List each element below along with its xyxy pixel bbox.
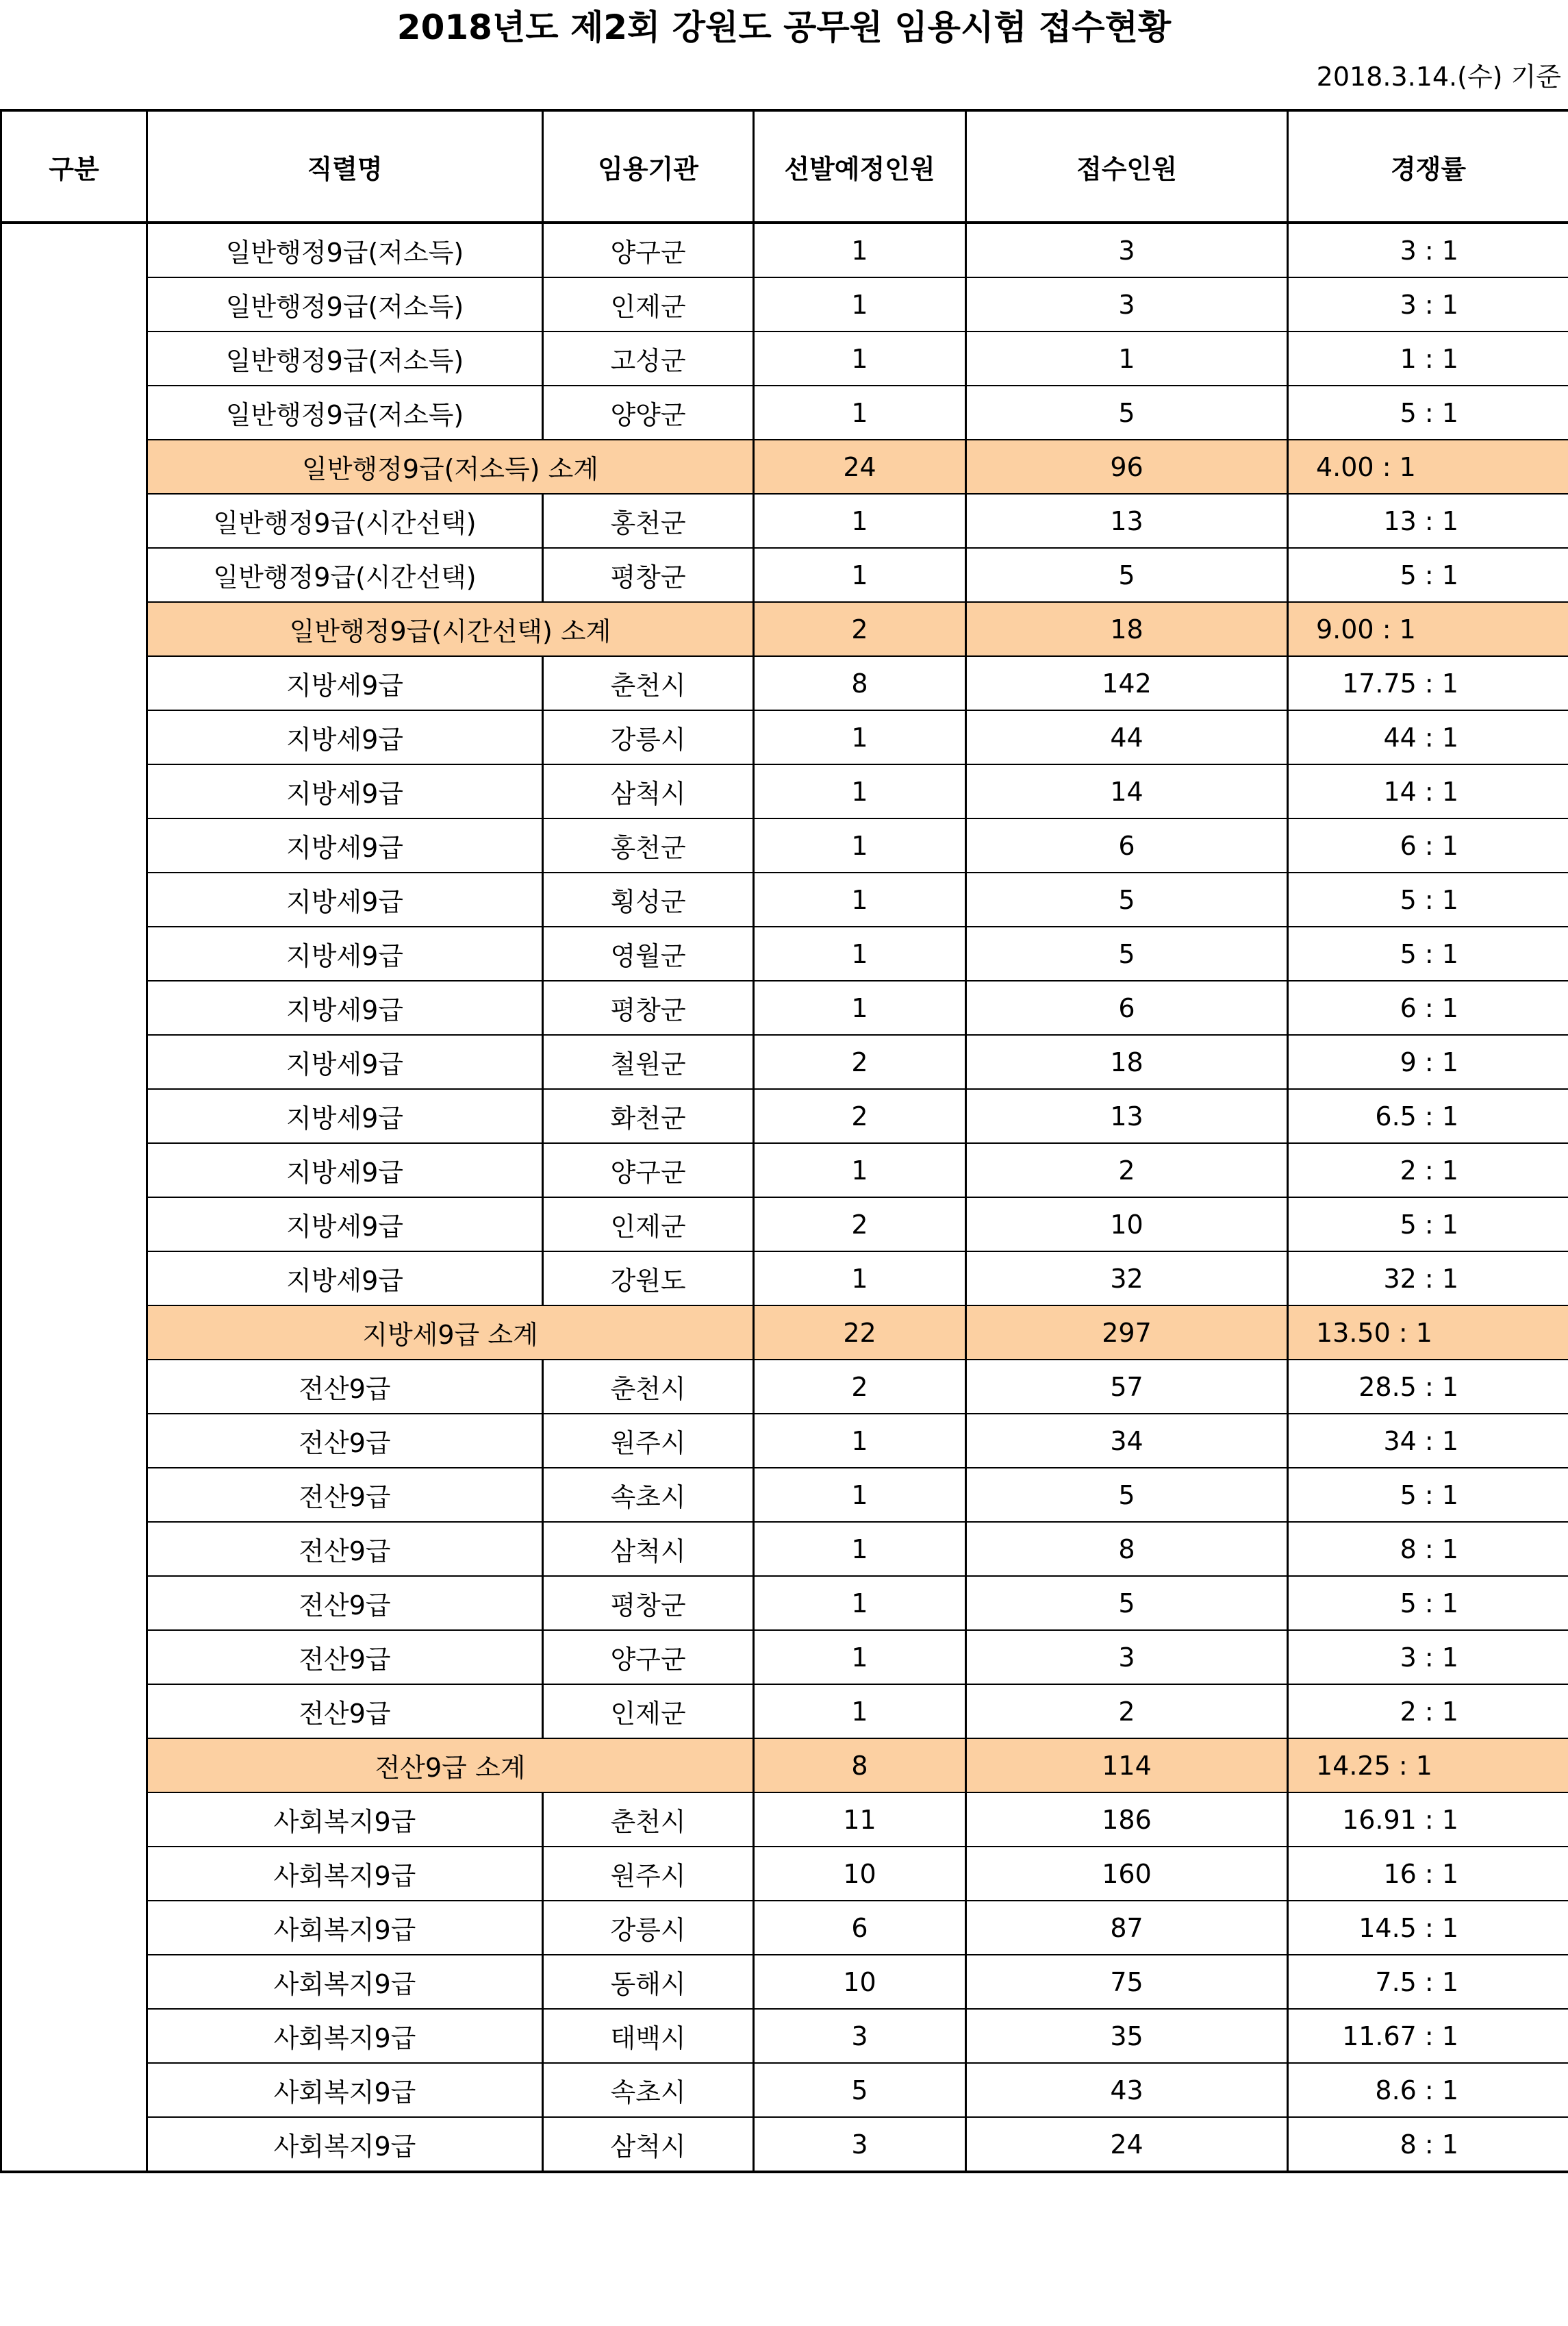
agency-cell: 평창군 — [543, 1576, 754, 1630]
table-row — [1, 873, 1568, 927]
category-cell — [1, 1414, 147, 1468]
table-row — [1, 1035, 1568, 1089]
job-cell: 지방세9급 — [147, 818, 543, 873]
subtotal-row — [1, 1738, 1568, 1792]
applied-cell: 75 — [966, 1955, 1288, 2009]
planned-cell: 2 — [754, 1197, 966, 1251]
planned-cell: 1 — [754, 386, 966, 440]
planned-cell: 1 — [754, 764, 966, 818]
category-cell — [1, 1901, 147, 1955]
agency-cell: 동해시 — [543, 1955, 754, 2009]
agency-cell: 속초시 — [543, 1468, 754, 1522]
planned-cell: 22 — [754, 1305, 966, 1360]
job-cell: 지방세9급 — [147, 764, 543, 818]
applied-cell: 32 — [966, 1251, 1288, 1305]
applied-cell: 5 — [966, 873, 1288, 927]
agency-cell: 춘천시 — [543, 1792, 754, 1847]
category-cell — [1, 1792, 147, 1847]
table-row — [1, 1468, 1568, 1522]
subtotal-row — [1, 440, 1568, 494]
header-planned: 선발예정인원 — [754, 110, 966, 223]
ratio-cell: 8 : 1 — [1288, 1522, 1568, 1576]
planned-cell: 1 — [754, 1630, 966, 1684]
category-cell — [1, 2117, 147, 2172]
applied-cell: 10 — [966, 1197, 1288, 1251]
ratio-cell: 14.25 : 1 — [1288, 1738, 1568, 1792]
job-cell: 사회복지9급 — [147, 2009, 543, 2063]
agency-cell: 인제군 — [543, 1684, 754, 1738]
category-cell — [1, 927, 147, 981]
applied-cell: 44 — [966, 710, 1288, 764]
subtotal-row — [1, 602, 1568, 656]
applied-cell: 3 — [966, 223, 1288, 277]
agency-cell: 양구군 — [543, 1143, 754, 1197]
ratio-cell: 6.5 : 1 — [1288, 1089, 1568, 1143]
ratio-cell: 13 : 1 — [1288, 494, 1568, 548]
job-cell: 지방세9급 — [147, 1197, 543, 1251]
planned-cell: 3 — [754, 2117, 966, 2172]
applied-cell: 14 — [966, 764, 1288, 818]
table-row — [1, 2063, 1568, 2117]
table-header-row — [1, 110, 1568, 223]
planned-cell: 1 — [754, 1522, 966, 1576]
job-cell: 지방세9급 — [147, 1035, 543, 1089]
category-cell — [1, 1630, 147, 1684]
ratio-cell: 3 : 1 — [1288, 277, 1568, 332]
applied-cell: 43 — [966, 2063, 1288, 2117]
table-row — [1, 818, 1568, 873]
table-row — [1, 1955, 1568, 2009]
applied-cell: 114 — [966, 1738, 1288, 1792]
agency-cell: 태백시 — [543, 2009, 754, 2063]
table-row — [1, 548, 1568, 602]
category-cell — [1, 818, 147, 873]
planned-cell: 1 — [754, 548, 966, 602]
agency-cell: 속초시 — [543, 2063, 754, 2117]
agency-cell: 홍천군 — [543, 818, 754, 873]
ratio-cell: 5 : 1 — [1288, 1468, 1568, 1522]
header-category: 구분 — [1, 110, 147, 223]
applied-cell: 34 — [966, 1414, 1288, 1468]
planned-cell: 10 — [754, 1955, 966, 2009]
applied-cell: 297 — [966, 1305, 1288, 1360]
planned-cell: 1 — [754, 277, 966, 332]
category-cell — [1, 494, 147, 548]
subtotal-label: 전산9급 소계 — [147, 1738, 754, 1792]
job-cell: 사회복지9급 — [147, 1901, 543, 1955]
job-cell: 지방세9급 — [147, 1143, 543, 1197]
planned-cell: 1 — [754, 223, 966, 277]
planned-cell: 1 — [754, 1684, 966, 1738]
header-job-series: 직렬명 — [147, 110, 543, 223]
ratio-cell: 16.91 : 1 — [1288, 1792, 1568, 1847]
category-cell — [1, 1847, 147, 1901]
category-cell — [1, 1576, 147, 1630]
category-cell — [1, 1251, 147, 1305]
job-cell: 전산9급 — [147, 1576, 543, 1630]
applied-cell: 5 — [966, 1576, 1288, 1630]
applied-cell: 2 — [966, 1684, 1288, 1738]
reference-date: 2018.3.14.(수) 기준 — [1316, 62, 1561, 92]
agency-cell: 인제군 — [543, 277, 754, 332]
ratio-cell: 13.50 : 1 — [1288, 1305, 1568, 1360]
applied-cell: 186 — [966, 1792, 1288, 1847]
table-row — [1, 1684, 1568, 1738]
agency-cell: 원주시 — [543, 1414, 754, 1468]
category-cell — [1, 981, 147, 1035]
ratio-cell: 5 : 1 — [1288, 386, 1568, 440]
category-cell — [1, 277, 147, 332]
table-row — [1, 981, 1568, 1035]
category-cell — [1, 1143, 147, 1197]
category-cell — [1, 2063, 147, 2117]
agency-cell: 횡성군 — [543, 873, 754, 927]
job-cell: 전산9급 — [147, 1360, 543, 1414]
table-row — [1, 1522, 1568, 1576]
ratio-cell: 34 : 1 — [1288, 1414, 1568, 1468]
category-cell — [1, 1035, 147, 1089]
agency-cell: 원주시 — [543, 1847, 754, 1901]
category-cell — [1, 332, 147, 386]
header-agency: 임용기관 — [543, 110, 754, 223]
applied-cell: 160 — [966, 1847, 1288, 1901]
agency-cell: 평창군 — [543, 981, 754, 1035]
planned-cell: 6 — [754, 1901, 966, 1955]
category-cell — [1, 1360, 147, 1414]
planned-cell: 11 — [754, 1792, 966, 1847]
job-cell: 전산9급 — [147, 1414, 543, 1468]
header-applied: 접수인원 — [966, 110, 1288, 223]
agency-cell: 화천군 — [543, 1089, 754, 1143]
category-cell — [1, 440, 147, 494]
subtotal-row — [1, 1305, 1568, 1360]
agency-cell: 삼척시 — [543, 2117, 754, 2172]
category-cell — [1, 548, 147, 602]
planned-cell: 1 — [754, 1143, 966, 1197]
category-cell — [1, 1684, 147, 1738]
applied-cell: 5 — [966, 927, 1288, 981]
job-cell: 지방세9급 — [147, 1089, 543, 1143]
category-cell — [1, 602, 147, 656]
planned-cell: 8 — [754, 656, 966, 710]
category-cell — [1, 2009, 147, 2063]
table-row — [1, 1143, 1568, 1197]
category-cell — [1, 1955, 147, 2009]
planned-cell: 2 — [754, 1360, 966, 1414]
table-row — [1, 1360, 1568, 1414]
category-cell — [1, 1738, 147, 1792]
ratio-cell: 17.75 : 1 — [1288, 656, 1568, 710]
subtotal-label: 일반행정9급(저소득) 소계 — [147, 440, 754, 494]
ratio-cell: 28.5 : 1 — [1288, 1360, 1568, 1414]
applied-cell: 5 — [966, 548, 1288, 602]
job-cell: 일반행정9급(저소득) — [147, 277, 543, 332]
planned-cell: 1 — [754, 332, 966, 386]
ratio-cell: 9 : 1 — [1288, 1035, 1568, 1089]
category-cell — [1, 223, 147, 277]
table-row — [1, 1847, 1568, 1901]
ratio-cell: 32 : 1 — [1288, 1251, 1568, 1305]
category-cell — [1, 1522, 147, 1576]
planned-cell: 3 — [754, 2009, 966, 2063]
ratio-cell: 9.00 : 1 — [1288, 602, 1568, 656]
planned-cell: 1 — [754, 1576, 966, 1630]
ratio-cell: 1 : 1 — [1288, 332, 1568, 386]
category-cell — [1, 764, 147, 818]
job-cell: 일반행정9급(저소득) — [147, 386, 543, 440]
ratio-cell: 3 : 1 — [1288, 223, 1568, 277]
header-ratio: 경쟁률 — [1288, 110, 1568, 223]
category-cell — [1, 656, 147, 710]
agency-cell: 삼척시 — [543, 764, 754, 818]
ratio-cell: 6 : 1 — [1288, 981, 1568, 1035]
table-row — [1, 710, 1568, 764]
job-cell: 전산9급 — [147, 1630, 543, 1684]
job-cell: 지방세9급 — [147, 656, 543, 710]
planned-cell: 1 — [754, 927, 966, 981]
table-row — [1, 1089, 1568, 1143]
job-cell: 사회복지9급 — [147, 2063, 543, 2117]
planned-cell: 2 — [754, 1089, 966, 1143]
table-row — [1, 764, 1568, 818]
page-title: 2018년도 제2회 강원도 공무원 임용시험 접수현황 — [396, 8, 1172, 47]
job-cell: 일반행정9급(저소득) — [147, 332, 543, 386]
job-cell: 지방세9급 — [147, 710, 543, 764]
agency-cell: 철원군 — [543, 1035, 754, 1089]
table-row — [1, 927, 1568, 981]
job-cell: 지방세9급 — [147, 873, 543, 927]
category-cell — [1, 1468, 147, 1522]
table-row — [1, 223, 1568, 277]
applied-cell: 3 — [966, 1630, 1288, 1684]
job-cell: 사회복지9급 — [147, 1847, 543, 1901]
job-cell: 사회복지9급 — [147, 1792, 543, 1847]
planned-cell: 1 — [754, 981, 966, 1035]
applied-cell: 5 — [966, 1468, 1288, 1522]
ratio-cell: 16 : 1 — [1288, 1847, 1568, 1901]
ratio-cell: 2 : 1 — [1288, 1143, 1568, 1197]
ratio-cell: 5 : 1 — [1288, 873, 1568, 927]
table-row — [1, 1414, 1568, 1468]
applied-cell: 142 — [966, 656, 1288, 710]
table-row — [1, 1251, 1568, 1305]
planned-cell: 1 — [754, 1251, 966, 1305]
planned-cell: 1 — [754, 873, 966, 927]
ratio-cell: 6 : 1 — [1288, 818, 1568, 873]
ratio-cell: 14.5 : 1 — [1288, 1901, 1568, 1955]
applied-cell: 6 — [966, 818, 1288, 873]
ratio-cell: 5 : 1 — [1288, 548, 1568, 602]
subtotal-label: 지방세9급 소계 — [147, 1305, 754, 1360]
job-cell: 전산9급 — [147, 1522, 543, 1576]
job-cell: 일반행정9급(시간선택) — [147, 494, 543, 548]
subtotal-label: 일반행정9급(시간선택) 소계 — [147, 602, 754, 656]
job-cell: 지방세9급 — [147, 1251, 543, 1305]
applied-cell: 1 — [966, 332, 1288, 386]
ratio-cell: 7.5 : 1 — [1288, 1955, 1568, 2009]
ratio-cell: 5 : 1 — [1288, 927, 1568, 981]
ratio-cell: 3 : 1 — [1288, 1630, 1568, 1684]
table-row — [1, 656, 1568, 710]
ratio-cell: 2 : 1 — [1288, 1684, 1568, 1738]
job-cell: 일반행정9급(저소득) — [147, 223, 543, 277]
planned-cell: 5 — [754, 2063, 966, 2117]
table-body — [1, 223, 1568, 2172]
ratio-cell: 44 : 1 — [1288, 710, 1568, 764]
table-row — [1, 2117, 1568, 2172]
table-row — [1, 332, 1568, 386]
agency-cell: 인제군 — [543, 1197, 754, 1251]
agency-cell: 삼척시 — [543, 1522, 754, 1576]
agency-cell: 강원도 — [543, 1251, 754, 1305]
ratio-cell: 8.6 : 1 — [1288, 2063, 1568, 2117]
agency-cell: 고성군 — [543, 332, 754, 386]
applied-cell: 35 — [966, 2009, 1288, 2063]
table-row — [1, 494, 1568, 548]
planned-cell: 1 — [754, 1468, 966, 1522]
job-cell: 전산9급 — [147, 1684, 543, 1738]
agency-cell: 춘천시 — [543, 1360, 754, 1414]
planned-cell: 10 — [754, 1847, 966, 1901]
agency-cell: 양양군 — [543, 386, 754, 440]
table-row — [1, 1197, 1568, 1251]
table-row — [1, 2009, 1568, 2063]
agency-cell: 양구군 — [543, 1630, 754, 1684]
category-cell — [1, 1305, 147, 1360]
planned-cell: 1 — [754, 1414, 966, 1468]
applied-cell: 8 — [966, 1522, 1288, 1576]
table-row — [1, 1792, 1568, 1847]
table-row — [1, 386, 1568, 440]
category-cell — [1, 1089, 147, 1143]
applied-cell: 2 — [966, 1143, 1288, 1197]
table-row — [1, 277, 1568, 332]
job-cell: 전산9급 — [147, 1468, 543, 1522]
ratio-cell: 4.00 : 1 — [1288, 440, 1568, 494]
applied-cell: 87 — [966, 1901, 1288, 1955]
agency-cell: 강릉시 — [543, 1901, 754, 1955]
category-cell — [1, 873, 147, 927]
applied-cell: 3 — [966, 277, 1288, 332]
category-cell — [1, 386, 147, 440]
job-cell: 지방세9급 — [147, 927, 543, 981]
job-cell: 일반행정9급(시간선택) — [147, 548, 543, 602]
table-row — [1, 1630, 1568, 1684]
agency-cell: 홍천군 — [543, 494, 754, 548]
applied-cell: 13 — [966, 494, 1288, 548]
applied-cell: 96 — [966, 440, 1288, 494]
agency-cell: 강릉시 — [543, 710, 754, 764]
planned-cell: 24 — [754, 440, 966, 494]
category-cell — [1, 710, 147, 764]
registration-table — [0, 109, 1568, 2173]
planned-cell: 1 — [754, 818, 966, 873]
applied-cell: 24 — [966, 2117, 1288, 2172]
planned-cell: 8 — [754, 1738, 966, 1792]
job-cell: 사회복지9급 — [147, 1955, 543, 2009]
applied-cell: 5 — [966, 386, 1288, 440]
ratio-cell: 5 : 1 — [1288, 1197, 1568, 1251]
job-cell: 지방세9급 — [147, 981, 543, 1035]
planned-cell: 2 — [754, 1035, 966, 1089]
table-row — [1, 1901, 1568, 1955]
agency-cell: 춘천시 — [543, 656, 754, 710]
applied-cell: 57 — [966, 1360, 1288, 1414]
ratio-cell: 11.67 : 1 — [1288, 2009, 1568, 2063]
agency-cell: 양구군 — [543, 223, 754, 277]
applied-cell: 18 — [966, 1035, 1288, 1089]
category-cell — [1, 1197, 147, 1251]
job-cell: 사회복지9급 — [147, 2117, 543, 2172]
applied-cell: 18 — [966, 602, 1288, 656]
applied-cell: 6 — [966, 981, 1288, 1035]
planned-cell: 1 — [754, 494, 966, 548]
applied-cell: 13 — [966, 1089, 1288, 1143]
planned-cell: 1 — [754, 710, 966, 764]
ratio-cell: 14 : 1 — [1288, 764, 1568, 818]
ratio-cell: 5 : 1 — [1288, 1576, 1568, 1630]
ratio-cell: 8 : 1 — [1288, 2117, 1568, 2172]
planned-cell: 2 — [754, 602, 966, 656]
agency-cell: 평창군 — [543, 548, 754, 602]
agency-cell: 영월군 — [543, 927, 754, 981]
table-row — [1, 1576, 1568, 1630]
